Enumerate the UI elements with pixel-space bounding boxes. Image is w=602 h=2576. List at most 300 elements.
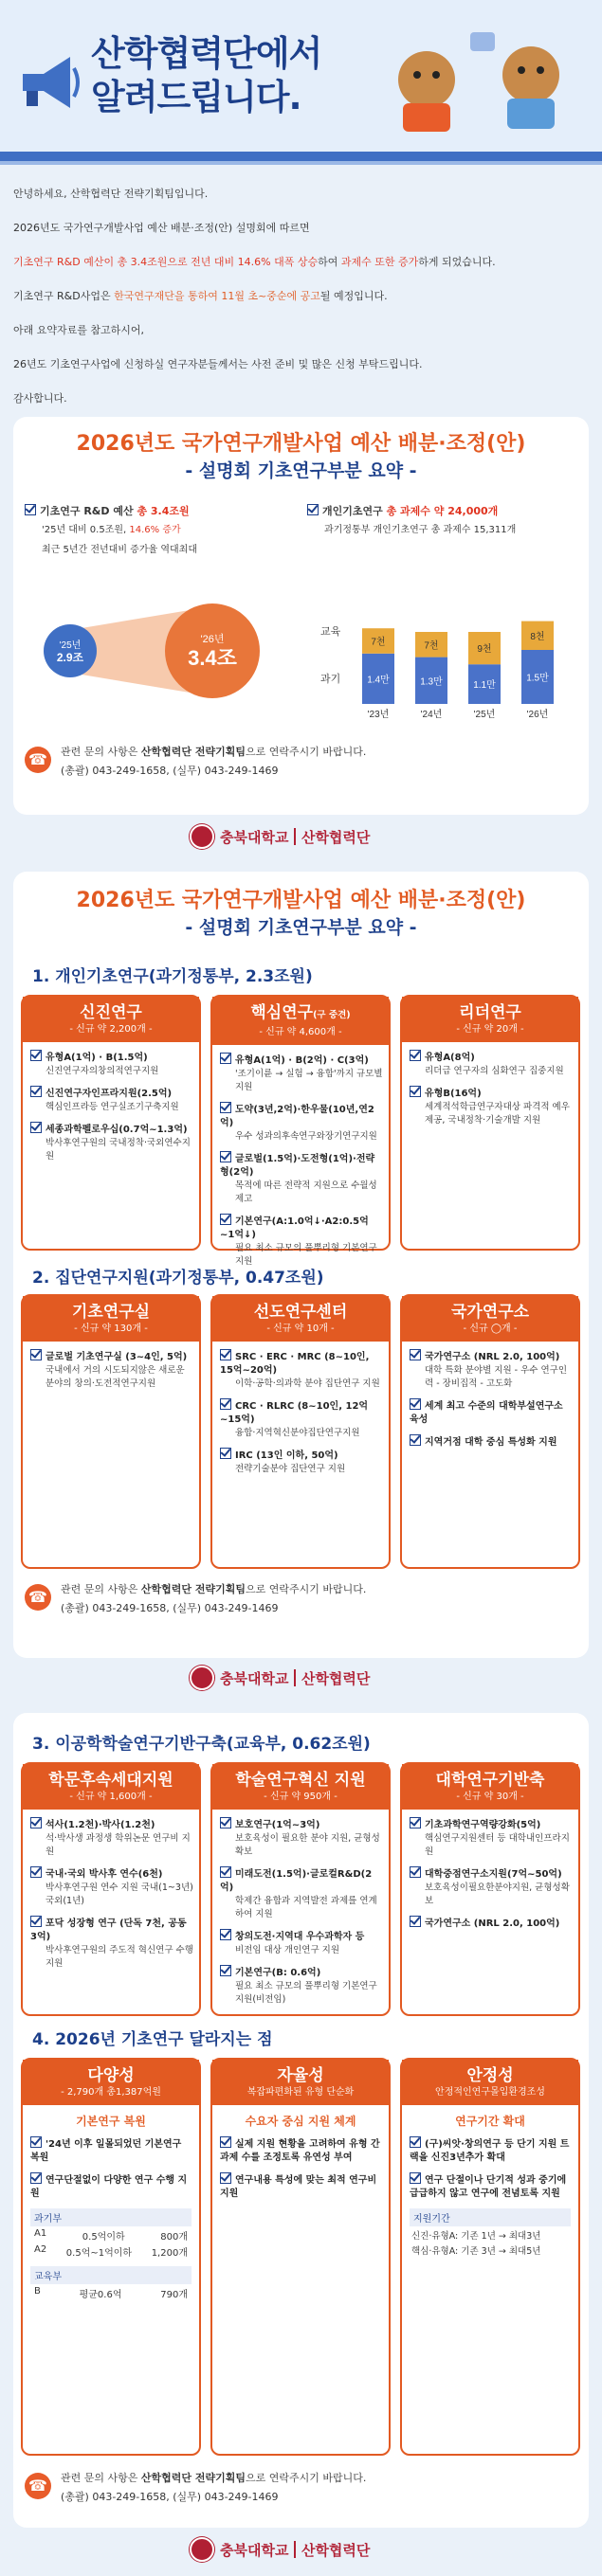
contact-info (61, 743, 366, 781)
item-desc: 우수 성과의후속연구와장기연구지원 (235, 1131, 377, 1142)
item-desc: 비전임 대상 개인연구 지원 (235, 1945, 340, 1955)
card-title-text: 대학연구기반축 (435, 1771, 545, 1790)
section2-title: 2026년도 국가연구개발사업 예산 배분·조정(안) (76, 889, 526, 912)
card-title-text: 다양성 (87, 2066, 135, 2085)
summary-left-head (25, 504, 300, 519)
item-desc: 박사후연구원의 국내정착·국외연수지원 (46, 1138, 191, 1162)
table-cell: 0.5억이하 (82, 2232, 125, 2243)
item-desc: 석·박사생 과정생 학위논문 연구비 지원 (46, 1833, 191, 1857)
summary-left-head-a: 기초연구 R&D 예산 (40, 505, 137, 517)
intro-announce-a: 기초연구 R&D사업은 (13, 290, 115, 302)
summary-right-head (307, 504, 582, 519)
logo-separator (294, 828, 296, 845)
table-cell: 평균0.6억 (79, 2290, 122, 2300)
mascot-characters-illustration (379, 23, 588, 136)
summary-left-l1b: 14.6% 증가 (129, 525, 181, 535)
list-item (220, 1349, 383, 1391)
card-title-text: 안정성 (466, 2066, 514, 2085)
list-item (220, 1151, 383, 1206)
card-subtitle: - 신규 약 4,600개 - (212, 1026, 389, 1045)
item-title: IRC (13인 이하, 50억) (235, 1450, 338, 1461)
checkbox-icon (220, 1448, 231, 1459)
contact-phones: (총괄) 043-249-1658, (실무) 043-249-1469 (61, 1602, 279, 1614)
phone-icon: ☎ (25, 747, 51, 773)
x-tick-label: '23년 (367, 710, 390, 720)
item-desc: 국내에서 거의 시도되지않은 새로운 분야의 창의·도전적연구지원 (46, 1365, 185, 1389)
item-desc: 핵심연구지원센터 등 대학내인프라지원 (425, 1833, 570, 1857)
card-list (23, 1342, 199, 1391)
period-title: 지원기간 (410, 2208, 571, 2226)
summary-right-head-a: 개인기초연구 (322, 505, 387, 517)
checkbox-icon (410, 2172, 421, 2184)
card-subtitle: - 신규 약 2,200개 - (23, 1023, 199, 1042)
table-cell: 1,200개 (151, 2248, 188, 2259)
item-title: 국가연구소 (NRL 2.0, 100억) (425, 1918, 560, 1929)
card-list (23, 1042, 199, 1163)
intro-announce-highlight: 한국연구재단을 통하여 11월 초~중순에 공고 (114, 290, 320, 302)
item-title: SRC · ERC · MRC (8~10인, 15억~20억) (220, 1352, 370, 1376)
table-cell: A1 (34, 2228, 47, 2239)
period-line: 신진·유형A: 기존 1년 → 최대3년 (411, 2231, 541, 2242)
card-subtitle: - 2,790개 총1,387억원 (23, 2086, 199, 2105)
university-seal-icon (190, 2537, 214, 2562)
item-desc: 신진연구자의창의적연구지원 (46, 1066, 159, 1076)
item-title: 국내·국외 박사후 연수(6천) (46, 1869, 163, 1880)
logo-department: 산학협력단 (301, 2541, 371, 2559)
table-row (34, 2286, 188, 2300)
checkbox-icon (410, 1050, 421, 1061)
contact-line1c: 으로 연락주시기 바랍니다. (245, 1583, 367, 1595)
list-item (410, 1398, 573, 1427)
list-item (30, 2172, 193, 2201)
card-list (23, 2129, 199, 2201)
card-list (212, 1810, 389, 2007)
summary-right-head-b: 총 과제수 약 24,000개 (386, 505, 499, 517)
table-cell: 0.5억~1억이하 (65, 2248, 133, 2259)
header-banner (0, 0, 602, 153)
card-title (23, 997, 199, 1023)
contact-line1c: 으로 연락주시기 바랍니다. (245, 2472, 367, 2484)
card-title (212, 1764, 389, 1791)
bar-value-label: 1.5만 (526, 673, 549, 684)
summary-right-line1: 과기정통부 개인기초연구 총 과제수 15,311개 (324, 525, 517, 535)
table-title: 교육부 (30, 2266, 192, 2284)
intro-greeting: 안녕하세요, 산학협력단 전략기획팀입니다. (13, 188, 209, 200)
list-item (30, 1817, 193, 1859)
card-list (212, 2129, 389, 2201)
card-list (402, 2129, 578, 2201)
card-title-text: 리더연구 (459, 1003, 521, 1022)
checkbox-icon (30, 1122, 42, 1133)
item-desc: 목적에 따른 전략적 지원으로 수월성 제고 (235, 1180, 377, 1204)
item-title: 미래도전(1.5억)·글로컬R&D(2억) (220, 1869, 373, 1893)
item-desc: 세계적석학급연구자대상 파격적 예우제공, 국내정착·기술개발 지원 (425, 1102, 570, 1126)
item-title: 세계 최고 수준의 대학부설연구소 육성 (410, 1401, 563, 1425)
list-item (220, 1817, 383, 1859)
intro-budget-mid: 하여 (318, 256, 341, 268)
intro-refer: 아래 요약자료를 참고하시어, (13, 324, 145, 336)
logo-separator (294, 1669, 296, 1686)
card-list (402, 1342, 578, 1450)
contact-team: 산학협력단 전략기획팀 (140, 746, 246, 758)
logo-department: 산학협력단 (301, 1669, 371, 1687)
program-card (210, 995, 391, 1267)
table-cell: 800개 (160, 2232, 188, 2243)
item-title: 도약(3년,2억)·한우물(10년,연2억) (220, 1105, 374, 1128)
checkbox-icon (220, 1349, 231, 1360)
list-item (220, 1214, 383, 1269)
contact-team: 산학협력단 전략기획팀 (140, 2472, 246, 2484)
bar-value-label: 1.1만 (473, 680, 496, 692)
program-card (210, 1294, 391, 1569)
card-subtitle: - 신규 약 1,600개 - (23, 1791, 199, 1810)
list-item (220, 2136, 383, 2165)
item-title: 유형A(1억) · B(1.5억) (46, 1053, 148, 1063)
table-cell: B (34, 2286, 41, 2297)
megaphone-icon (13, 47, 83, 117)
checkbox-icon (220, 1053, 231, 1064)
checkbox-icon (410, 1866, 421, 1878)
card-list (402, 1042, 578, 1127)
card-title (402, 1296, 578, 1323)
logo-university: 충북대학교 (220, 1669, 289, 1687)
card-title-text: 신진연구 (80, 1003, 142, 1022)
card-title (402, 997, 578, 1023)
section2-heading1: 1. 개인기초연구(과기정통부, 2.3조원) (32, 967, 313, 986)
card-list (212, 1342, 389, 1476)
summary-left-head-b: 총 3.4조원 (137, 505, 190, 517)
intro-text (13, 187, 592, 425)
item-desc: '조기이륜 → 실험 → 융합'까지 규모별 지원 (235, 1069, 383, 1092)
list-item (30, 1050, 193, 1078)
university-seal-icon (190, 1666, 214, 1690)
program-card (400, 1294, 580, 1569)
checkbox-icon (30, 1050, 42, 1061)
bar-value-label: 9천 (477, 644, 492, 656)
intro-thanks: 감사합니다. (13, 392, 67, 405)
legend-sci-label: 과기 (320, 674, 341, 685)
bar-value-label: 1.3만 (420, 676, 443, 688)
contact-team: 산학협력단 전략기획팀 (140, 1583, 246, 1595)
list-item (220, 1398, 383, 1440)
program-card (210, 1762, 391, 2016)
card-head: 수요자 중심 지원 체계 (245, 2115, 356, 2128)
x-tick-label: '25년 (473, 710, 496, 720)
checkbox-icon (30, 2172, 42, 2184)
checkbox-icon (410, 1398, 421, 1410)
list-item (410, 1434, 573, 1450)
card-title (23, 1296, 199, 1323)
intro-budget-highlight: 기초연구 R&D 예산이 총 3.4조원으로 전년 대비 14.6% 대폭 상승 (13, 256, 319, 268)
card-title-text: 학문후속세대지원 (48, 1771, 173, 1790)
bubble-big-value: 3.4조 (188, 646, 237, 670)
section2-heading2: 2. 집단연구지원(과기정통부, 0.47조원) (32, 1269, 324, 1288)
item-desc: 전략기술분야 집단연구 지원 (235, 1464, 346, 1474)
card-subtitle: - 신규 약 10개 - (212, 1323, 389, 1342)
list-item (220, 1102, 383, 1144)
university-logo (190, 820, 370, 853)
table-row (34, 2228, 188, 2243)
checkbox-icon (220, 1151, 231, 1162)
card-title-small: (구 중견) (313, 1010, 351, 1020)
bar-value-label: 8천 (530, 631, 545, 642)
card-subtitle: - 신규 약 20개 - (402, 1023, 578, 1042)
section2-panel (13, 872, 589, 1658)
phone-icon: ☎ (25, 1584, 51, 1611)
card-title-text: 자율성 (277, 2066, 324, 2085)
summary-panel (13, 417, 589, 815)
summary-right-block (307, 504, 582, 537)
program-card (400, 2058, 580, 2456)
legend-edu-label: 교육 (320, 626, 341, 638)
card-list (23, 1810, 199, 1971)
item-title: 세종과학펠로우십(0.7억~1.3억) (46, 1125, 188, 1135)
x-tick-label: '26년 (526, 710, 549, 720)
card-list (402, 1810, 578, 1931)
checkbox-icon (30, 1866, 42, 1878)
list-item (30, 2136, 193, 2165)
item-title: 포닥 성장형 연구 (단독 7천, 공동 3억) (30, 1918, 187, 1942)
header-title (91, 32, 375, 119)
header-title-line1: 산학협력단에서 (91, 33, 322, 74)
x-tick-label: '24년 (420, 710, 443, 720)
item-title: 유형A(1억) · B(2억) · C(3억) (235, 1055, 369, 1066)
item-title: 글로벌(1.5억)·도전형(1억)·전략형(2억) (220, 1154, 375, 1178)
card-subtitle: 안정적인연구몰입환경조성 (402, 2086, 578, 2105)
projects-bar-chart (317, 576, 573, 728)
checkbox-icon (220, 1929, 231, 1940)
program-card (210, 2058, 391, 2456)
contact-info-3 (61, 2469, 366, 2507)
item-title: 보호연구(1억~3억) (235, 1820, 320, 1830)
card-title (212, 997, 389, 1026)
checkbox-icon (25, 504, 36, 515)
program-card (21, 1294, 201, 1569)
checkbox-icon (30, 2136, 42, 2148)
summary-subtitle: - 설명회 기초연구부분 요약 - (185, 460, 417, 481)
item-title: 연구단절없이 다양한 연구 수행 지원 (30, 2175, 188, 2199)
header-divider (0, 152, 602, 161)
item-title: '24년 이후 일몰되었던 기본연구 복원 (30, 2139, 182, 2163)
bubble-small-year: '25년 (59, 640, 82, 651)
section2-subtitle: - 설명회 기초연구부분 요약 - (185, 917, 417, 938)
card-title-text: 선도연구센터 (253, 1303, 348, 1322)
card-title (23, 1764, 199, 1791)
program-card (400, 995, 580, 1251)
intro-request: 26년도 기초연구사업에 신청하실 연구자분들께서는 사전 준비 및 많은 신청 부탁드립니다. (13, 358, 423, 370)
list-item (410, 2136, 573, 2165)
card-subtitle: - 신규 약 130개 - (23, 1323, 199, 1342)
checkbox-icon (410, 1434, 421, 1446)
item-title: 연구내용 특성에 맞는 최적 연구비 지원 (220, 2175, 377, 2199)
list-item (410, 1817, 573, 1859)
summary-left-l1a: '25년 대비 0.5조원, (42, 525, 130, 535)
summary-title: 2026년도 국가연구개발사업 예산 배분·조정(안) (76, 432, 526, 456)
list-item (30, 1122, 193, 1163)
university-logo-3 (190, 2533, 370, 2566)
list-item (410, 1050, 573, 1078)
list-item (410, 1916, 573, 1931)
checkbox-icon (30, 1349, 42, 1360)
logo-separator (294, 2541, 296, 2558)
list-item (410, 1086, 573, 1127)
table-cell: 790개 (160, 2290, 188, 2300)
intro-budget-tail: 하게 되었습니다. (418, 256, 496, 268)
intro-announce-c: 될 예정입니다. (319, 290, 388, 302)
checkbox-icon (410, 2136, 421, 2148)
card-title (402, 1764, 578, 1791)
bubble-big-year: '26년 (200, 634, 225, 645)
program-card (21, 1762, 201, 2016)
period-line: 핵심·유형A: 기존 3년 → 최대5년 (411, 2246, 541, 2257)
item-title: 국가연구소 (NRL 2.0, 100억) (425, 1352, 560, 1362)
item-title: 석사(1.2천)·박사(1.2천) (46, 1820, 155, 1830)
item-desc: 리더급 연구자의 심화연구 집중지원 (425, 1066, 564, 1076)
bar-value-label: 7천 (424, 640, 439, 652)
card-title (23, 2060, 199, 2086)
checkbox-icon (220, 1214, 231, 1225)
checkbox-icon (30, 1086, 42, 1097)
checkbox-icon (30, 1916, 42, 1927)
item-desc: 박사후연구원 연수 지원 국내(1~3년) 국외(1년) (46, 1882, 193, 1906)
card-subtitle: - 신규 약 950개 - (212, 1791, 389, 1810)
item-title: 유형A(8억) (425, 1053, 475, 1063)
section3-heading4: 4. 2026년 기초연구 달라지는 점 (32, 2030, 273, 2049)
item-title: 신진연구자인프라지원(2.5억) (46, 1089, 173, 1099)
bar-value-label: 1.4만 (367, 675, 390, 686)
checkbox-icon (220, 2136, 231, 2148)
bubble-small-value: 2.9조 (56, 651, 84, 664)
item-desc: 필요 최소 규모의 풀뿌리형 기본연구 지원(비전임) (235, 1981, 377, 2005)
item-title: (구)씨앗·창의연구 등 단기 지원 트랙을 신진3년추가 확대 (410, 2139, 570, 2163)
logo-department: 산학협력단 (301, 828, 371, 846)
card-title-text: 핵심연구 (250, 1003, 314, 1022)
item-desc: 융합·지역혁신분야집단연구지원 (235, 1428, 360, 1438)
section3-heading3: 3. 이공학학술연구기반구축(교육부, 0.62조원) (32, 1735, 371, 1754)
summary-left-block (25, 504, 300, 557)
card-title-text: 학술연구혁신 지원 (235, 1771, 366, 1790)
item-desc: 이학·공학·의과학 분야 집단연구 지원 (235, 1378, 380, 1389)
checkbox-icon (410, 1349, 421, 1360)
checkbox-icon (220, 1102, 231, 1113)
item-title: 기본연구(A:1.0억↓·A2:0.5억~1억↓) (220, 1216, 369, 1240)
list-item (410, 1866, 573, 1908)
checkbox-icon (410, 1916, 421, 1927)
contact-line1a: 관련 문의 사항은 (61, 1583, 141, 1595)
intro-context: 2026년도 국가연구개발사업 예산 배분·조정(안) 설명회에 따르면 (13, 222, 310, 234)
checkbox-icon (220, 1866, 231, 1878)
checkbox-icon (220, 1817, 231, 1828)
intro-announcement (13, 289, 592, 304)
item-title: 대학중점연구소지원(7억~50억) (425, 1869, 562, 1880)
card-head: 연구기간 확대 (455, 2115, 525, 2128)
list-item (220, 1448, 383, 1476)
table-cell: A2 (34, 2244, 47, 2255)
item-desc: 보호육성이필요한분야지원, 균형성확보 (425, 1882, 570, 1906)
item-title: 지역거점 대학 중심 특성화 지원 (425, 1437, 557, 1448)
card-subtitle: 복잡파편화된 유형 단순화 (212, 2086, 389, 2105)
list-item (220, 1965, 383, 2007)
checkbox-icon (410, 1086, 421, 1097)
table-row (34, 2244, 188, 2259)
contact-phones: (총괄) 043-249-1658, (실무) 043-249-1469 (61, 765, 279, 777)
program-card (21, 995, 201, 1251)
list-item (30, 1866, 193, 1908)
card-head: 기본연구 복원 (76, 2115, 146, 2128)
list-item (30, 1916, 193, 1971)
header-divider-light (0, 161, 602, 165)
header-title-line2: 알려드립니다. (91, 77, 301, 117)
card-title-text: 기초연구실 (71, 1303, 151, 1322)
contact-info-2 (61, 1580, 366, 1618)
card-title (402, 2060, 578, 2086)
list-item (30, 1086, 193, 1114)
list-item (410, 1349, 573, 1391)
item-desc: 보호육성이 필요한 분야 지원, 균형성확보 (235, 1833, 380, 1857)
contact-line1a: 관련 문의 사항은 (61, 746, 141, 758)
item-title: 글로벌 기초연구실 (3~4인, 5억) (46, 1352, 188, 1362)
item-title: 창의도전·지역대 우수과학자 등 (235, 1932, 365, 1942)
item-title: 연구 단절이나 단기적 성과 중기에 급급하지 않고 연구에 전념토록 지원 (410, 2175, 567, 2199)
checkbox-icon (307, 504, 319, 515)
contact-line1c: 으로 연락주시기 바랍니다. (245, 746, 367, 758)
list-item (220, 1866, 383, 1921)
intro-budget-highlight2: 과제수 또한 증가 (340, 256, 419, 268)
item-title: CRC · RLRC (8~10인, 12억~15억) (220, 1401, 369, 1425)
card-title (212, 1296, 389, 1323)
intro-budget (13, 255, 592, 270)
item-title: 유형B(16억) (425, 1089, 482, 1099)
list-item (410, 2172, 573, 2201)
contact-line1a: 관련 문의 사항은 (61, 2472, 141, 2484)
summary-left-line2: 최근 5년간 전년대비 증가율 역대최대 (42, 545, 197, 555)
list-item (220, 1929, 383, 1957)
item-title: 기본연구(B: 0.6억) (235, 1968, 321, 1978)
program-card (21, 2058, 201, 2456)
item-desc: 학제간 융합과 지역발전 과제를 연계하여 지원 (235, 1896, 377, 1919)
item-desc: 핵심인프라등 연구실조기구축지원 (46, 1102, 179, 1112)
checkbox-icon (220, 2172, 231, 2184)
item-title: 실제 지원 현황을 고려하여 유형 간 과제 수를 조정토록 유연성 부여 (220, 2139, 380, 2163)
card-subtitle: - 신규 ◯개 - (402, 1323, 578, 1342)
checkbox-icon (220, 1965, 231, 1976)
card-title (212, 2060, 389, 2086)
card-title-text: 국가연구소 (450, 1303, 530, 1322)
item-desc: 박사후연구원의 주도적 혁신연구 수행 지원 (46, 1945, 193, 1969)
list-item (220, 2172, 383, 2201)
summary-left-line1 (25, 523, 300, 537)
contact-phones: (총괄) 043-249-1658, (실무) 043-249-1469 (61, 2491, 279, 2503)
checkbox-icon (220, 1398, 231, 1410)
item-desc: 대학 특화 분야별 지원 - 우수 연구인력 - 장비집적 - 고도화 (425, 1365, 568, 1389)
item-title: 기초과학연구역량강화(5억) (425, 1820, 541, 1830)
budget-bubble-graphic (32, 587, 298, 711)
university-seal-icon (190, 824, 214, 849)
table-title: 과기부 (30, 2208, 192, 2226)
program-card (400, 1762, 580, 2016)
section3-panel (13, 1713, 589, 2528)
phone-icon: ☎ (25, 2473, 51, 2499)
bar-value-label: 7천 (371, 637, 386, 648)
logo-university: 충북대학교 (220, 2541, 289, 2559)
list-item (30, 1349, 193, 1391)
university-logo-2 (190, 1662, 370, 1694)
logo-university: 충북대학교 (220, 828, 289, 846)
card-subtitle: - 신규 약 30개 - (402, 1791, 578, 1810)
checkbox-icon (410, 1817, 421, 1828)
card-list (212, 1045, 389, 1269)
checkbox-icon (30, 1817, 42, 1828)
